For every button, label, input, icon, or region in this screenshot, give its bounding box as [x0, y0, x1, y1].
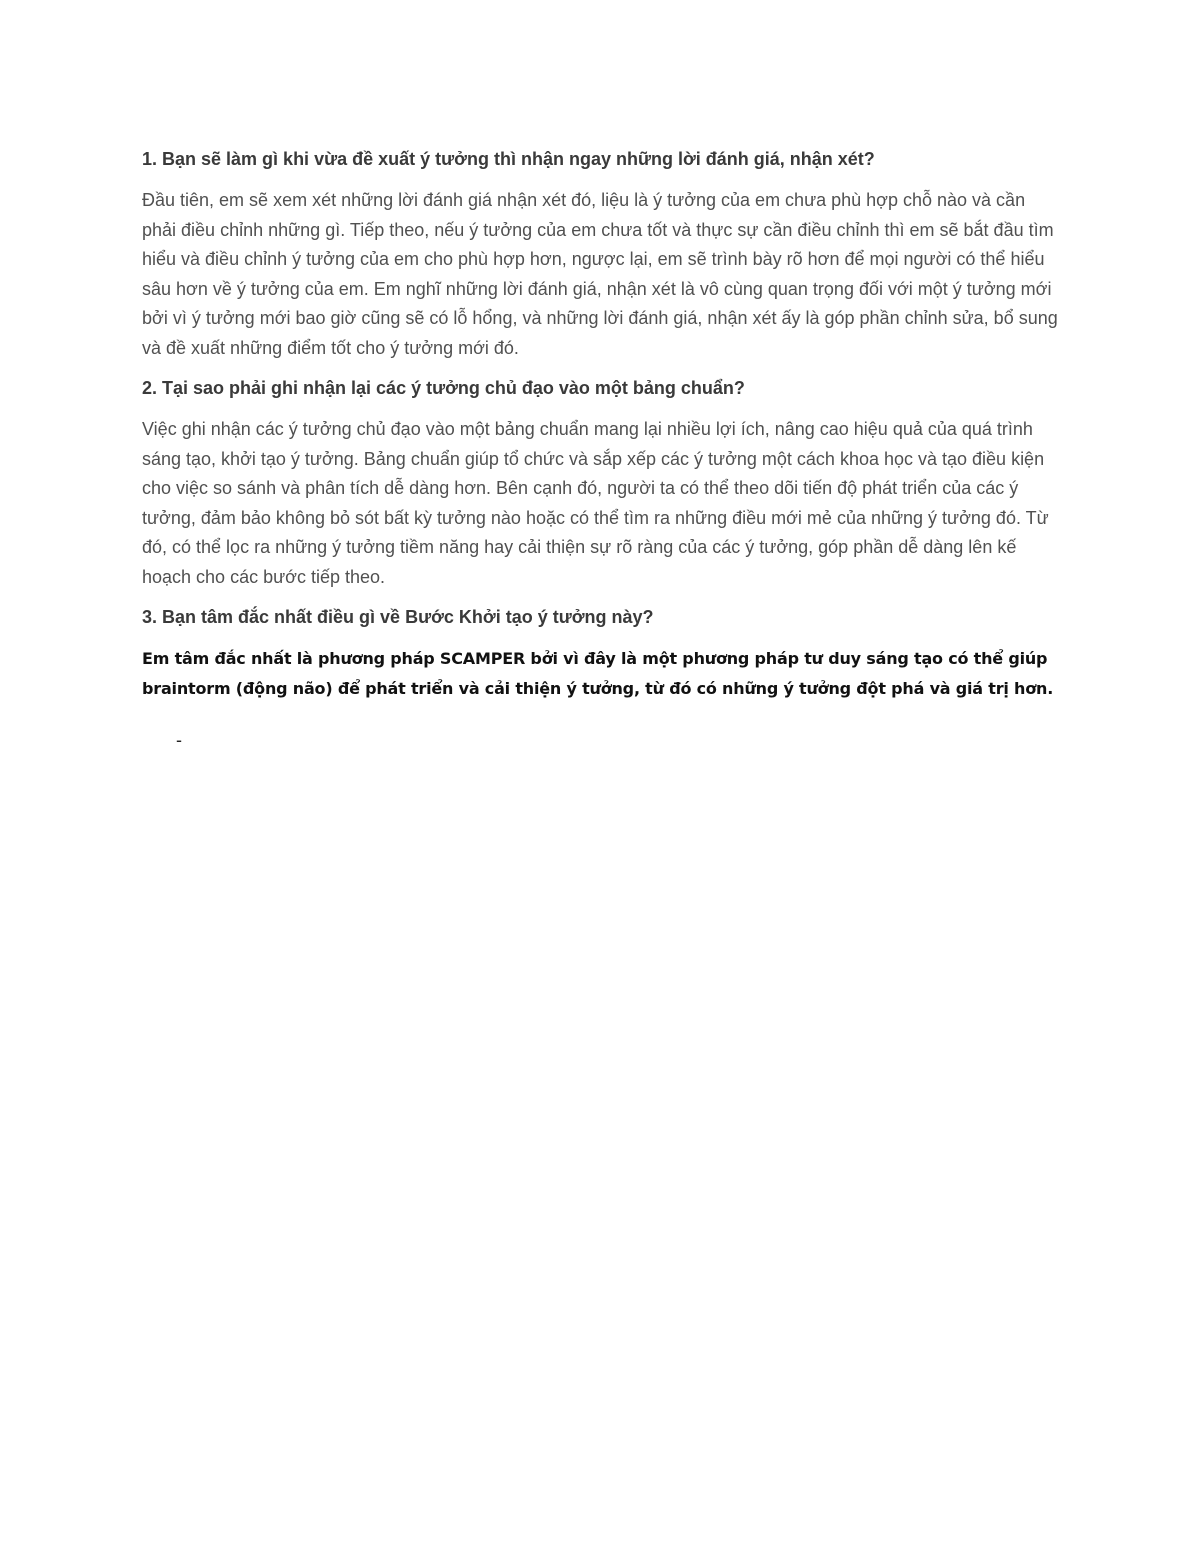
question-2-heading: 2. Tại sao phải ghi nhận lại các ý tưởng chủ đạo vào một bảng chuẩn?	[142, 378, 745, 398]
answer-2-paragraph: Việc ghi nhận các ý tưởng chủ đạo vào một bảng chuẩn mang lại nhiều lợi ích, nâng cao hiệu quả của quá trình sáng tạo, khởi tạo ý tưởng. Bảng chuẩn giúp tổ chức và sắp xếp các ý tưởng một cách khoa học và tạo điều kiện cho việc so sánh và phân tích dễ dàng hơn. Bên cạnh đó, người ta có thể theo dõi tiến độ phát triển của các ý tưởng, đảm bảo không bỏ sót bất kỳ tưởng nào hoặc có thể tìm ra những điều mới mẻ của những ý tưởng đó. Từ đó, có thể lọc ra những ý tưởng tiềm năng hay cải thiện sự rõ ràng của các ý tưởng, góp phần dễ dàng lên kế hoạch cho các bước tiếp theo.	[142, 419, 1049, 587]
answer-3-paragraph: Em tâm đắc nhất là phương pháp SCAMPER bởi vì đây là một phương pháp tư duy sáng tạo có thể giúp braintorm (động não) để phát triển và cải thiện ý tưởng, từ đó có những ý tưởng đột phá và giá trị hơn.	[142, 649, 1054, 698]
answer-1-paragraph: Đầu tiên, em sẽ xem xét những lời đánh giá nhận xét đó, liệu là ý tưởng của em chưa phù hợp chỗ nào và cần phải điều chỉnh những gì. Tiếp theo, nếu ý tưởng của em chưa tốt và thực sự cần điều chỉnh thì em sẽ bắt đầu tìm hiểu và điều chỉnh ý tưởng của em cho phù hợp hơn, ngược lại, em sẽ trình bày rõ hơn để mọi người có thể hiểu sâu hơn về ý tưởng của em. Em nghĩ những lời đánh giá, nhận xét là vô cùng quan trọng đối với một ý tưởng mới bởi vì ý tưởng mới bao giờ cũng sẽ có lỗ hổng, và những lời đánh giá, nhận xét ấy là góp phần chỉnh sửa, bổ sung và đề xuất những điểm tốt cho ý tưởng mới đó.	[142, 190, 1058, 358]
document-body	[142, 146, 1062, 704]
question-1-heading: 1. Bạn sẽ làm gì khi vừa đề xuất ý tưởng thì nhận ngay những lời đánh giá, nhận xét?	[142, 149, 875, 169]
question-3-heading: 3. Bạn tâm đắc nhất điều gì về Bước Khởi tạo ý tưởng này?	[142, 607, 654, 627]
trailing-dash-mark: -	[176, 730, 182, 750]
